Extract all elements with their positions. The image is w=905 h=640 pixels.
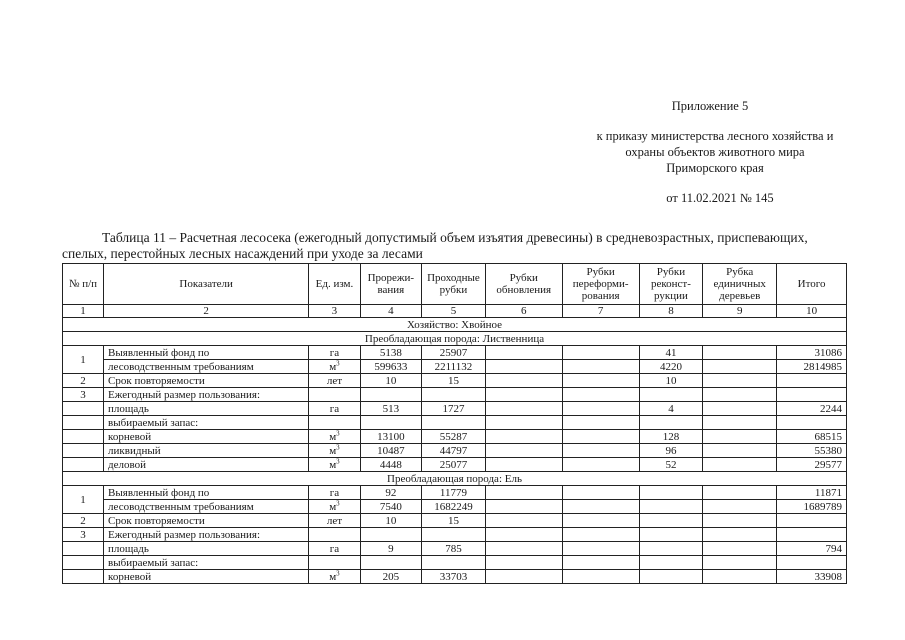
- empty-cell: [777, 388, 847, 402]
- indicator-label: Срок повторяемости: [104, 514, 309, 528]
- fund-row: [63, 360, 847, 374]
- value-cell: 10: [360, 514, 422, 528]
- empty-cell: [360, 528, 422, 542]
- indicator-label: лесоводственным требованиям: [104, 500, 309, 514]
- value-cell: 2244: [777, 402, 847, 416]
- value-cell: 794: [777, 542, 847, 556]
- column-number: 4: [360, 305, 422, 318]
- value-cell: 4220: [639, 360, 703, 374]
- value-cell: [777, 374, 847, 388]
- unit-exponent: 3: [336, 569, 340, 577]
- stock-row: [63, 556, 847, 570]
- value-cell: [485, 360, 562, 374]
- column-header: Показатели: [104, 264, 309, 305]
- empty-cell: [485, 388, 562, 402]
- order-line: охраны объектов животного мира: [625, 145, 805, 159]
- value-cell: 1682249: [422, 500, 486, 514]
- unit-cell: [309, 360, 360, 374]
- unit-text: м: [329, 458, 337, 471]
- empty-cell: [703, 556, 777, 570]
- value-cell: 7540: [360, 500, 422, 514]
- empty-cell: [777, 556, 847, 570]
- value-cell: [562, 458, 639, 472]
- unit-cell: [309, 570, 360, 584]
- value-cell: 92: [360, 486, 422, 500]
- empty-cell: [562, 556, 639, 570]
- empty-cell: [422, 388, 486, 402]
- empty-cell: [562, 388, 639, 402]
- indicator-label: Срок повторяемости: [104, 374, 309, 388]
- unit-exponent: 3: [336, 443, 340, 451]
- value-cell: 96: [639, 444, 703, 458]
- row-number: 2: [63, 374, 104, 388]
- empty-cell: [639, 556, 703, 570]
- usage-row: [63, 528, 847, 542]
- unit-text: м: [329, 500, 337, 513]
- value-cell: [485, 444, 562, 458]
- empty-cell: [639, 416, 703, 430]
- empty-cell: [422, 416, 486, 430]
- value-cell: [703, 570, 777, 584]
- empty-cell: [309, 416, 360, 430]
- value-cell: 11871: [777, 486, 847, 500]
- value-cell: [777, 514, 847, 528]
- value-cell: [703, 402, 777, 416]
- empty-cell: [309, 528, 360, 542]
- empty-cell: [485, 416, 562, 430]
- empty-cell: [562, 416, 639, 430]
- value-cell: 10: [360, 374, 422, 388]
- value-cell: 2211132: [422, 360, 486, 374]
- species-title: Преобладающая порода: Лиственница: [63, 332, 847, 346]
- fund-row: [63, 486, 847, 500]
- area-row: [63, 402, 847, 416]
- empty-cell: [485, 528, 562, 542]
- empty-cell: [422, 556, 486, 570]
- value-cell: [562, 360, 639, 374]
- table-caption-text: Таблица 11 – Расчетная лесосека (ежегодный допустимый объем изъятия древесины) в средневозрастных, приспевающих, спелых, перестойных лесных насаждений при уходе за лесами: [62, 230, 808, 261]
- column-header: № п/п: [63, 264, 104, 305]
- indicator-label: Ежегодный размер пользования:: [104, 388, 309, 402]
- value-cell: [485, 402, 562, 416]
- value-cell: [703, 430, 777, 444]
- column-number: 10: [777, 305, 847, 318]
- unit-text: га: [329, 346, 340, 359]
- unit-cell: [309, 430, 360, 444]
- column-number: 5: [422, 305, 486, 318]
- column-number-row: [63, 305, 847, 318]
- fund-row: [63, 346, 847, 360]
- column-header: Ед. изм.: [309, 264, 360, 305]
- value-cell: [562, 346, 639, 360]
- unit-cell: [309, 346, 360, 360]
- empty-cell: [360, 556, 422, 570]
- farm-row: [63, 318, 847, 332]
- indicator-label: деловой: [104, 458, 309, 472]
- unit-text: га: [329, 402, 340, 415]
- value-cell: 599633: [360, 360, 422, 374]
- empty-cell: [63, 556, 104, 570]
- value-cell: 785: [422, 542, 486, 556]
- value-cell: 4448: [360, 458, 422, 472]
- value-cell: 31086: [777, 346, 847, 360]
- empty-cell: [309, 556, 360, 570]
- value-cell: 513: [360, 402, 422, 416]
- stock-detail-row: [63, 430, 847, 444]
- value-cell: [562, 402, 639, 416]
- order-line: Приморского края: [666, 161, 764, 175]
- value-cell: 13100: [360, 430, 422, 444]
- value-cell: [485, 430, 562, 444]
- value-cell: [562, 486, 639, 500]
- period-row: [63, 374, 847, 388]
- empty-cell: [63, 402, 104, 416]
- species-title: Преобладающая порода: Ель: [63, 472, 847, 486]
- usage-row: [63, 388, 847, 402]
- empty-cell: [63, 542, 104, 556]
- header-row: [63, 264, 847, 305]
- stock-row: [63, 416, 847, 430]
- order-date: от 11.02.2021 № 145: [666, 191, 774, 205]
- empty-cell: [63, 570, 104, 584]
- column-number: 3: [309, 305, 360, 318]
- value-cell: 1689789: [777, 500, 847, 514]
- table-body: [63, 318, 847, 584]
- indicator-label: площадь: [104, 542, 309, 556]
- value-cell: [703, 458, 777, 472]
- empty-cell: [360, 388, 422, 402]
- value-cell: [703, 346, 777, 360]
- row-number: 3: [63, 388, 104, 402]
- indicator-label: корневой: [104, 570, 309, 584]
- row-number: 1: [63, 486, 104, 514]
- harvest-table: [62, 263, 847, 584]
- value-cell: [639, 542, 703, 556]
- unit-text: лет: [326, 514, 343, 527]
- indicator-label: Ежегодный размер пользования:: [104, 528, 309, 542]
- value-cell: [639, 486, 703, 500]
- order-line: к приказу министерства лесного хозяйства и: [596, 129, 834, 143]
- value-cell: 41: [639, 346, 703, 360]
- column-number: 2: [104, 305, 309, 318]
- value-cell: 55287: [422, 430, 486, 444]
- value-cell: [639, 500, 703, 514]
- unit-exponent: 3: [336, 457, 340, 465]
- value-cell: 11779: [422, 486, 486, 500]
- value-cell: 55380: [777, 444, 847, 458]
- value-cell: [485, 570, 562, 584]
- empty-cell: [777, 528, 847, 542]
- value-cell: 4: [639, 402, 703, 416]
- unit-cell: [309, 402, 360, 416]
- indicator-label: лесоводственным требованиям: [104, 360, 309, 374]
- value-cell: [562, 444, 639, 458]
- value-cell: [562, 542, 639, 556]
- value-cell: 68515: [777, 430, 847, 444]
- column-header: Рубка единичных деревьев: [703, 264, 777, 305]
- unit-exponent: 3: [336, 499, 340, 507]
- unit-cell: [309, 444, 360, 458]
- unit-text: м: [329, 360, 337, 373]
- indicator-label: выбираемый запас:: [104, 416, 309, 430]
- order-reference: [570, 128, 860, 176]
- value-cell: [703, 542, 777, 556]
- empty-cell: [309, 388, 360, 402]
- fund-row: [63, 500, 847, 514]
- column-header: Рубки обновления: [485, 264, 562, 305]
- row-number: 1: [63, 346, 104, 374]
- column-header: Рубки переформи-рования: [562, 264, 639, 305]
- empty-cell: [63, 444, 104, 458]
- value-cell: [639, 570, 703, 584]
- value-cell: 33908: [777, 570, 847, 584]
- indicator-label: Выявленный фонд по: [104, 346, 309, 360]
- column-header: Проходные рубки: [422, 264, 486, 305]
- empty-cell: [703, 416, 777, 430]
- unit-exponent: 3: [336, 359, 340, 367]
- value-cell: 9: [360, 542, 422, 556]
- row-number: 2: [63, 514, 104, 528]
- value-cell: 44797: [422, 444, 486, 458]
- unit-cell: [309, 486, 360, 500]
- unit-exponent: 3: [336, 429, 340, 437]
- value-cell: 29577: [777, 458, 847, 472]
- stock-detail-row: [63, 458, 847, 472]
- unit-text: м: [329, 430, 337, 443]
- indicator-label: ликвидный: [104, 444, 309, 458]
- empty-cell: [422, 528, 486, 542]
- value-cell: [703, 500, 777, 514]
- area-row: [63, 542, 847, 556]
- section-row: [63, 332, 847, 346]
- value-cell: [562, 514, 639, 528]
- unit-text: га: [329, 486, 340, 499]
- value-cell: [485, 542, 562, 556]
- column-number: 6: [485, 305, 562, 318]
- value-cell: 1727: [422, 402, 486, 416]
- table-caption: [62, 230, 852, 262]
- section-row: [63, 472, 847, 486]
- value-cell: [703, 444, 777, 458]
- value-cell: [703, 514, 777, 528]
- empty-cell: [777, 416, 847, 430]
- value-cell: 2814985: [777, 360, 847, 374]
- stock-detail-row: [63, 570, 847, 584]
- value-cell: [562, 570, 639, 584]
- row-number: 3: [63, 528, 104, 542]
- value-cell: [485, 458, 562, 472]
- value-cell: 15: [422, 374, 486, 388]
- table-header: [63, 264, 847, 318]
- period-row: [63, 514, 847, 528]
- empty-cell: [360, 416, 422, 430]
- column-number: 8: [639, 305, 703, 318]
- column-number: 9: [703, 305, 777, 318]
- value-cell: [703, 486, 777, 500]
- unit-cell: [309, 514, 360, 528]
- unit-text: га: [329, 542, 340, 555]
- empty-cell: [63, 430, 104, 444]
- unit-cell: [309, 542, 360, 556]
- value-cell: 52: [639, 458, 703, 472]
- value-cell: 5138: [360, 346, 422, 360]
- unit-cell: [309, 458, 360, 472]
- appendix-title: Приложение 5: [671, 99, 749, 113]
- value-cell: 205: [360, 570, 422, 584]
- value-cell: [703, 360, 777, 374]
- unit-text: м: [329, 570, 337, 583]
- empty-cell: [562, 528, 639, 542]
- stock-detail-row: [63, 444, 847, 458]
- empty-cell: [703, 528, 777, 542]
- value-cell: 33703: [422, 570, 486, 584]
- value-cell: [562, 430, 639, 444]
- value-cell: 10487: [360, 444, 422, 458]
- empty-cell: [639, 528, 703, 542]
- empty-cell: [703, 388, 777, 402]
- value-cell: [562, 500, 639, 514]
- indicator-label: корневой: [104, 430, 309, 444]
- unit-cell: [309, 500, 360, 514]
- value-cell: 10: [639, 374, 703, 388]
- value-cell: [485, 486, 562, 500]
- indicator-label: выбираемый запас:: [104, 556, 309, 570]
- farm-title: Хозяйство: Хвойное: [63, 318, 847, 332]
- value-cell: [485, 346, 562, 360]
- unit-text: м: [329, 444, 337, 457]
- column-header: Прорежи-вания: [360, 264, 422, 305]
- unit-cell: [309, 374, 360, 388]
- value-cell: 128: [639, 430, 703, 444]
- empty-cell: [63, 416, 104, 430]
- value-cell: 25907: [422, 346, 486, 360]
- column-header: Рубки реконст-рукции: [639, 264, 703, 305]
- column-header: Итого: [777, 264, 847, 305]
- column-number: 7: [562, 305, 639, 318]
- empty-cell: [63, 458, 104, 472]
- unit-text: лет: [326, 374, 343, 387]
- column-number: 1: [63, 305, 104, 318]
- empty-cell: [485, 556, 562, 570]
- value-cell: [485, 374, 562, 388]
- value-cell: [485, 500, 562, 514]
- empty-cell: [639, 388, 703, 402]
- value-cell: 15: [422, 514, 486, 528]
- value-cell: 25077: [422, 458, 486, 472]
- value-cell: [485, 514, 562, 528]
- indicator-label: Выявленный фонд по: [104, 486, 309, 500]
- value-cell: [703, 374, 777, 388]
- value-cell: [562, 374, 639, 388]
- value-cell: [639, 514, 703, 528]
- indicator-label: площадь: [104, 402, 309, 416]
